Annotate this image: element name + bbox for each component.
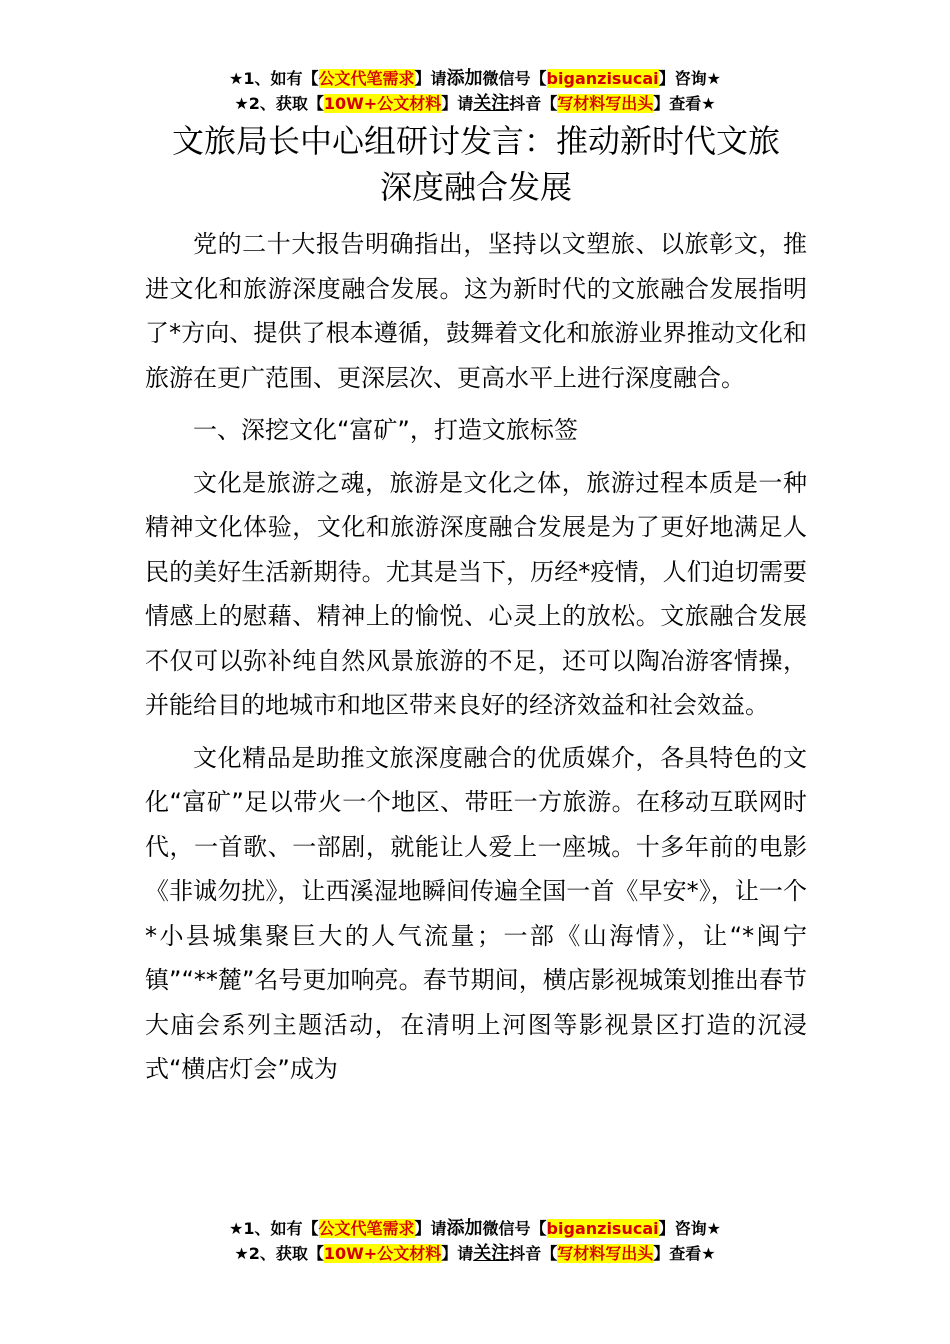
paragraph: 文化是旅游之魂，旅游是文化之体，旅游过程本质是一种精神文化体验，文化和旅游深度融合发展是为了更好地满足人民的美好生活新期待。尤其是当下，历经*疫情，人们迫切需要情感上的慰藉、精神上的愉悦、心灵上的放松。文旅融合发展不仅可以弥补纯自然风景旅游的不足，还可以陶冶游客情操，并能给目的地城市和地区带来良好的经济效益和社会效益。 <box>145 468 807 719</box>
banner-line-2: ★2、获取【10W+公文材料】请关注抖音【写材料写出头】查看★ <box>234 1243 716 1264</box>
douyin-highlight: 写材料写出头 <box>557 1244 654 1263</box>
wechat-id-highlight: biganzisucai <box>546 1219 659 1238</box>
service-highlight: 公文代笔需求 <box>318 1219 415 1238</box>
document-title: 文旅局长中心组研讨发言：推动新时代文旅 深度融合发展 <box>171 122 780 206</box>
wechat-id-highlight: biganzisucai <box>546 69 659 88</box>
paragraph: 文化精品是助推文旅深度融合的优质媒介，各具特色的文化“富矿”足以带火一个地区、带旺一方旅游。在移动互联网时代，一首歌、一部剧，就能让人爱上一座城。十多年前的电影《非诚勿扰》，让西溪湿地瞬间传遍全国一首《早安*》，让一个*小县城集聚巨大的人气流量；一部《山海情》，让“*闽宁镇”“**麓”名号更加响亮。春节期间，横店影视城策划推出春节大庙会系列主题活动，在清明上河图等影视景区打造的沉浸式“横店灯会”成为 <box>145 743 807 1083</box>
materials-highlight: 10W+公文材料 <box>323 94 442 113</box>
douyin-highlight: 写材料写出头 <box>557 94 654 113</box>
materials-highlight: 10W+公文材料 <box>323 1244 442 1263</box>
section-heading: 一、深挖文化“富矿”，打造文旅标签 <box>193 416 578 444</box>
service-highlight: 公文代笔需求 <box>318 69 415 88</box>
banner-line-2: ★2、获取【10W+公文材料】请关注抖音【写材料写出头】查看★ <box>234 93 716 114</box>
header-banner <box>0 66 950 116</box>
document-body <box>145 222 807 1100</box>
banner-line-1: ★1、如有【公文代笔需求】请添加微信号【biganzisucai】咨询★ <box>229 68 721 89</box>
paragraph: 党的二十大报告明确指出，坚持以文塑旅、以旅彰文，推进文化和旅游深度融合发展。这为新时代的文旅融合发展指明了*方向、提供了根本遵循，鼓舞着文化和旅游业界推动文化和旅游在更广范围、更深层次、更高水平上进行深度融合。 <box>145 230 807 392</box>
banner-line-1: ★1、如有【公文代笔需求】请添加微信号【biganzisucai】咨询★ <box>229 1218 721 1239</box>
footer-banner <box>0 1216 950 1266</box>
